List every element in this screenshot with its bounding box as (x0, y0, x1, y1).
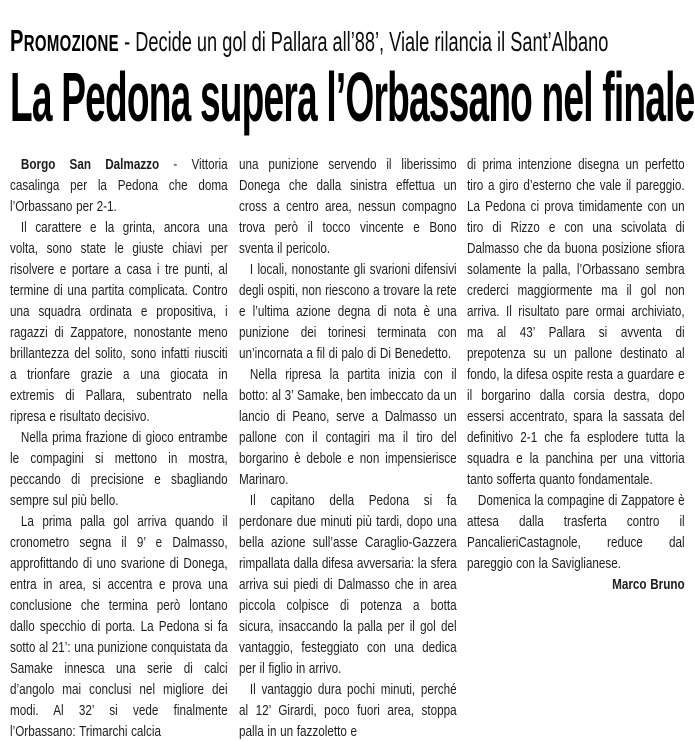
kicker-row (10, 24, 685, 58)
article-paragraph: Domenica la compagine di Zappatore è attesa dalla trasferta contro il PancalieriCastagnole, reduce dal pareggio con la Saviglianese. (467, 492, 686, 572)
article-paragraph: Nella ripresa la partita inizia con il botto: al 3’ Samake, ben imbeccato da un lancio di Peano, serve a Dalmasso un pallone con il contagiri ma il tiro del borgarino è debole e non impensierisce Marinaro. (238, 366, 457, 488)
article-paragraph: Nella prima frazione di gioco entrambe le compagini si mettono in mostra, peccando di precisione e sbagliando sempre sul più bello. (10, 429, 228, 509)
article-paragraph: Il capitano della Pedona si fa perdonare due minuti più tardi, dopo una bella azione sull’asse Caraglio-Gazzera rimpallata dalla difesa avversaria: la sfera arriva sui piedi di Dalmasso che in area piccola colpisce di potenza a botta sicura, insaccando la palla per il gol del vantaggio, festeggiato con una dedica per il figlio in arrivo. (238, 492, 457, 677)
kicker-line (10, 24, 608, 60)
article-paragraph: Il carattere e la grinta, ancora una volta, sono state le giuste chiavi per risolvere e portare a casa i tre punti, al termine di una partita complicata. Contro una squadra ordinata e propositiva, i ragazzi di Zappatore, nonostante meno brillantezza del solito, sono infatti riusciti a trionfare grazie a una giocata in extremis di Pallara, subentrato nella ripresa e risultato decisivo. (10, 219, 228, 425)
section-label: PROMOZIONE (10, 23, 119, 58)
article-paragraph: I locali, nonostante gli svarioni difensivi degli ospiti, non riescono a trovare la rete e l’ultima azione degna di nota è una punizione dei torinesi terminata con un’incornata a fil di palo di Di Benedetto. (238, 261, 457, 362)
column-2-text (239, 154, 457, 742)
dateline: Borgo San Dalmazzo (20, 156, 160, 173)
lead-paragraph (10, 154, 228, 217)
article-headline: La Pedona supera l’Orbassano nel finale (10, 58, 695, 136)
column-2 (239, 154, 457, 742)
column-1-text (10, 154, 228, 742)
article-body (10, 154, 685, 742)
column-3-text (467, 154, 685, 595)
column-1 (10, 154, 228, 742)
article-paragraph: di prima intenzione disegna un perfetto tiro a giro d’esterno che vale il pareggio. La Pedona ci prova timidamente con un tiro di Rizzo e con una scivolata di Dalmasso che da buona posizione sfiora solamente la palla, l’Orbassano sembra crederci maggiormente ma il gol non arriva. Il risultato pare ormai archiviato, ma al 43’ Pallara si avventa di prepotenza su un pallone destinato al fondo, la difesa ospite resta a guardare e il borgarino dalla corsia destra, dopo essersi accentrato, spara la sassata del definitivo 2-1 che fa esplodere tutta la squadra e la panchina per una vittoria tanto sofferta quanto fondamentale. (467, 156, 686, 488)
article-paragraph: La prima palla gol arriva quando il cronometro segna il 9’ e Dalmasso, approfittando di uno svarione di Donega, entra in area, si accentra e prova una conclusione che termina però lontano dallo specchio di porta. La Pedona si fa sotto al 21’: una punizione conquistata da Samake innesca una serie di calci d’angolo mai conclusi nel migliore dei modi. Al 32’ si vede finalmente l’Orbassano: Trimarchi calcia (10, 513, 228, 740)
kicker-dek: - Decide un gol di Pallara all’88’, Viale rilancia il Sant’Albano (124, 26, 609, 57)
headline-row (10, 58, 695, 136)
column-3 (467, 154, 685, 595)
article-paragraph: Il vantaggio dura pochi minuti, perché al 12’ Girardi, poco fuori area, stoppa palla in un fazzoletto e (238, 681, 457, 740)
byline: Marco Bruno (612, 576, 686, 593)
lead-text: - Vittoria casalinga per la Pedona che doma l’Orbassano per 2-1. (10, 156, 228, 215)
article-paragraph: una punizione servendo il liberissimo Donega che dalla sinistra effettua un cross a centro area, nessun compagno trova però il tocco vincente e Bono sventa il pericolo. (238, 156, 457, 257)
